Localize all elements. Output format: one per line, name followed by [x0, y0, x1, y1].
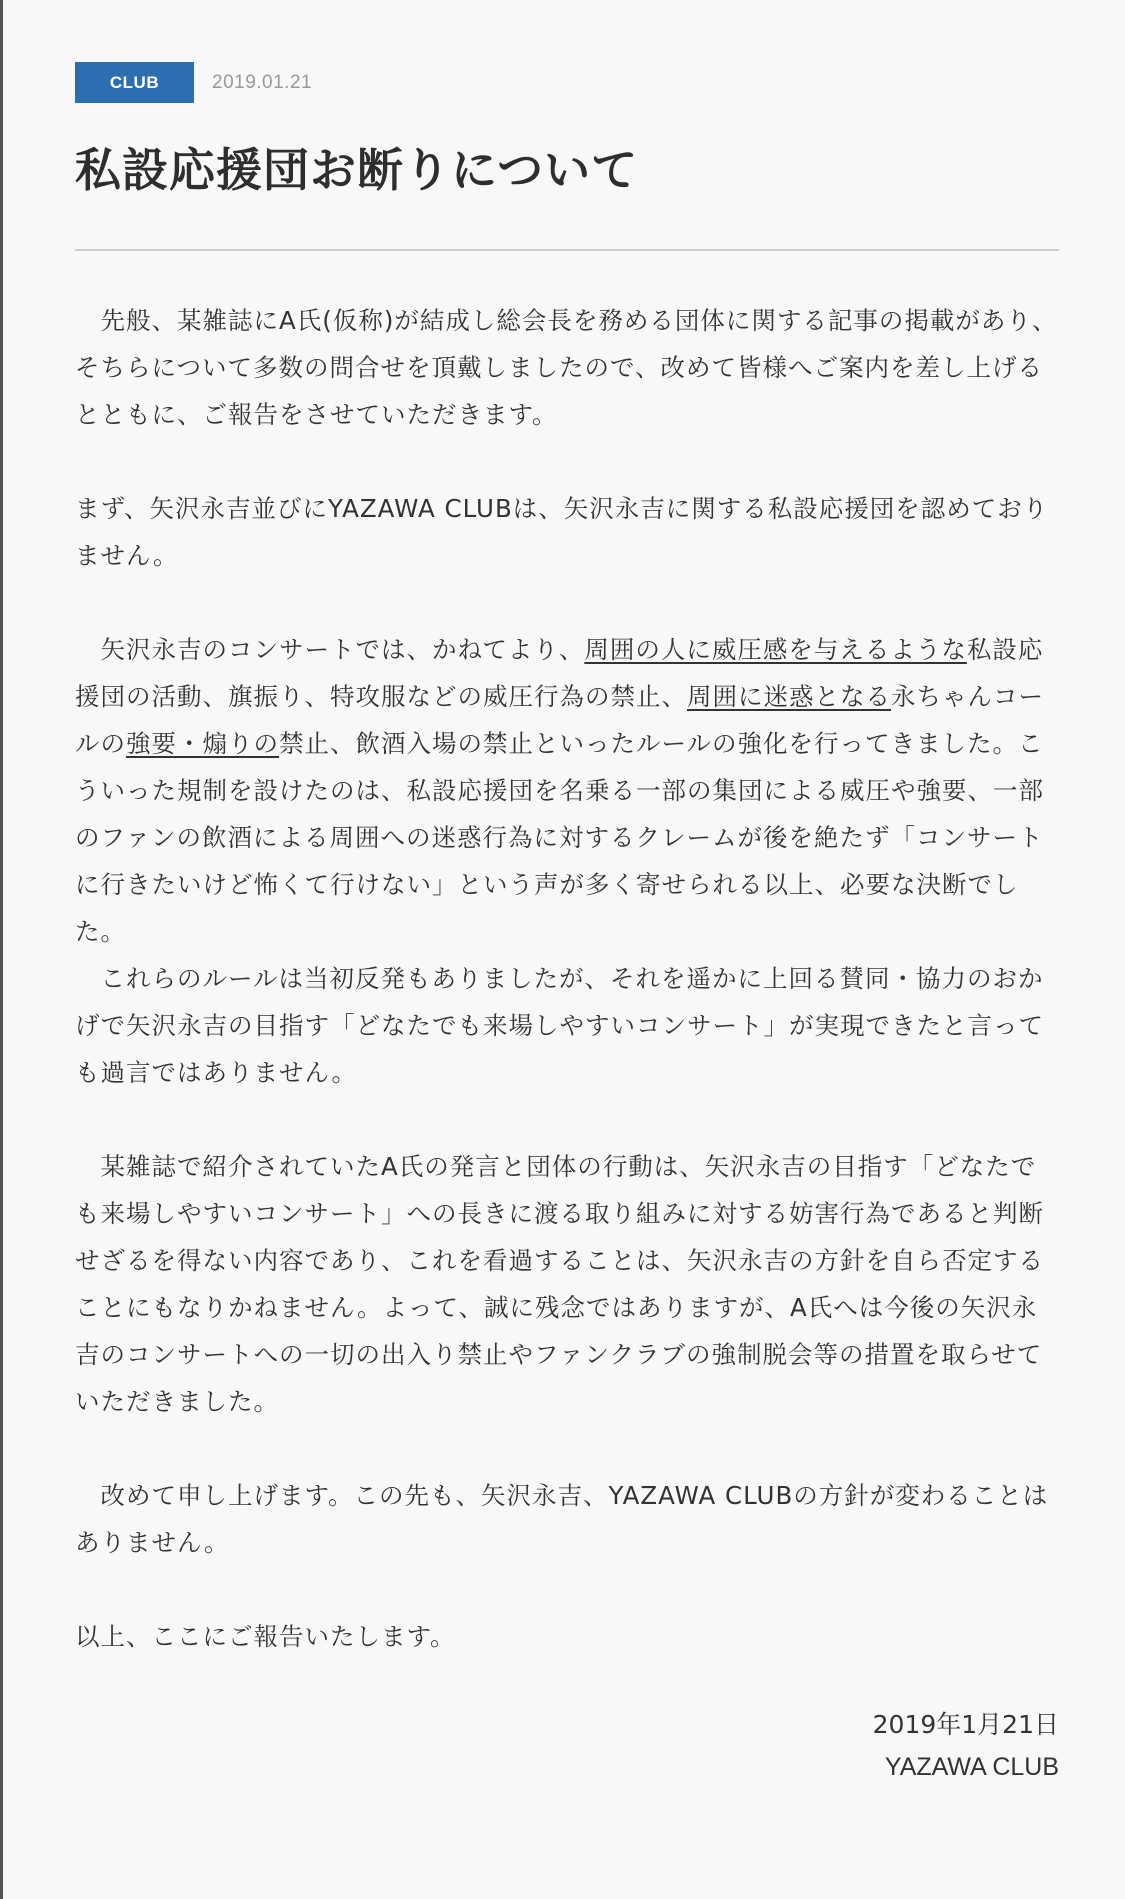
paragraph-rules-result: これらのルールは当初反発もありましたが、それを遥かに上回る賛同・協力のおかげで矢沢永吉の目指す「どなたでも来場しやすいコンサート」が実現できたと言っても過言ではありません。 [75, 964, 1044, 1087]
rules-text-2: 私設応援団の活動、旗振り、特攻服などの威圧行為の禁止、 [75, 635, 1044, 711]
signature [75, 1704, 1059, 1788]
article-meta [75, 62, 1059, 103]
paragraph-rules [75, 626, 1059, 955]
rules-text-4: 禁止、飲酒入場の禁止といったルールの強化を行ってきました。こういった規制を設けたのは、私設応援団を名乗る一部の集団による威圧や強要、一部のファンの飲酒による周囲への迷惑行為に対するクレームが後を絶たず「コンサートに行きたいけど怖くて行けない」という声が多く寄せられる以上、必要な決断でした。 [75, 729, 1044, 946]
paragraph-measures: 某雑誌で紹介されていたA氏の発言と団体の行動は、矢沢永吉の目指す「どなたでも来場しやすいコンサート」への長きに渡る取り組みに対する妨害行為であると判断せざるを得ない内容であり、これを看過することは、矢沢永吉の方針を自ら否定することにもなりかねません。よって、誠に残念ではありますが、A氏へは今後の矢沢永吉のコンサートへの一切の出入り禁止やファンクラブの強制脱会等の措置を取らせていただきました。 [75, 1152, 1044, 1416]
paragraph-closing: 以上、ここにご報告いたします。 [75, 1622, 456, 1651]
paragraph-policy: まず、矢沢永吉並びにYAZAWA CLUBは、矢沢永吉に関する私設応援団を認めておりません。 [75, 494, 1049, 570]
title-divider [75, 249, 1059, 251]
page-title: 私設応援団お断りについて [75, 143, 639, 197]
rules-text-1: 矢沢永吉のコンサートでは、かねてより、 [75, 635, 585, 664]
category-badge[interactable]: CLUB [75, 62, 194, 103]
post-date: 2019.01.21 [212, 71, 313, 93]
article-inner [75, 62, 1059, 1788]
signature-date: 2019年1月21日 [872, 1710, 1059, 1739]
signature-org: YAZAWA CLUB [884, 1753, 1059, 1781]
rules-text-3: 永ちゃんコールの [75, 682, 1044, 758]
rules-underline-coercion: 強要・煽りの [126, 729, 279, 758]
paragraph-intro: 先般、某雑誌にA氏(仮称)が結成し総会長を務める団体に関する記事の掲載があり、そちらについて多数の問合せを頂戴しましたので、改めて皆様へご案内を差し上げるとともに、ご報告をさせていただきます。 [75, 306, 1058, 429]
rules-underline-intimidation: 周囲の人に威圧感を与えるような [584, 635, 967, 664]
rules-underline-nuisance: 周囲に迷惑となる [687, 682, 891, 711]
article-body [75, 297, 1059, 1660]
article [3, 0, 1125, 1899]
paragraph-reaffirm: 改めて申し上げます。この先も、矢沢永吉、YAZAWA CLUBの方針が変わることはありません。 [75, 1481, 1049, 1557]
